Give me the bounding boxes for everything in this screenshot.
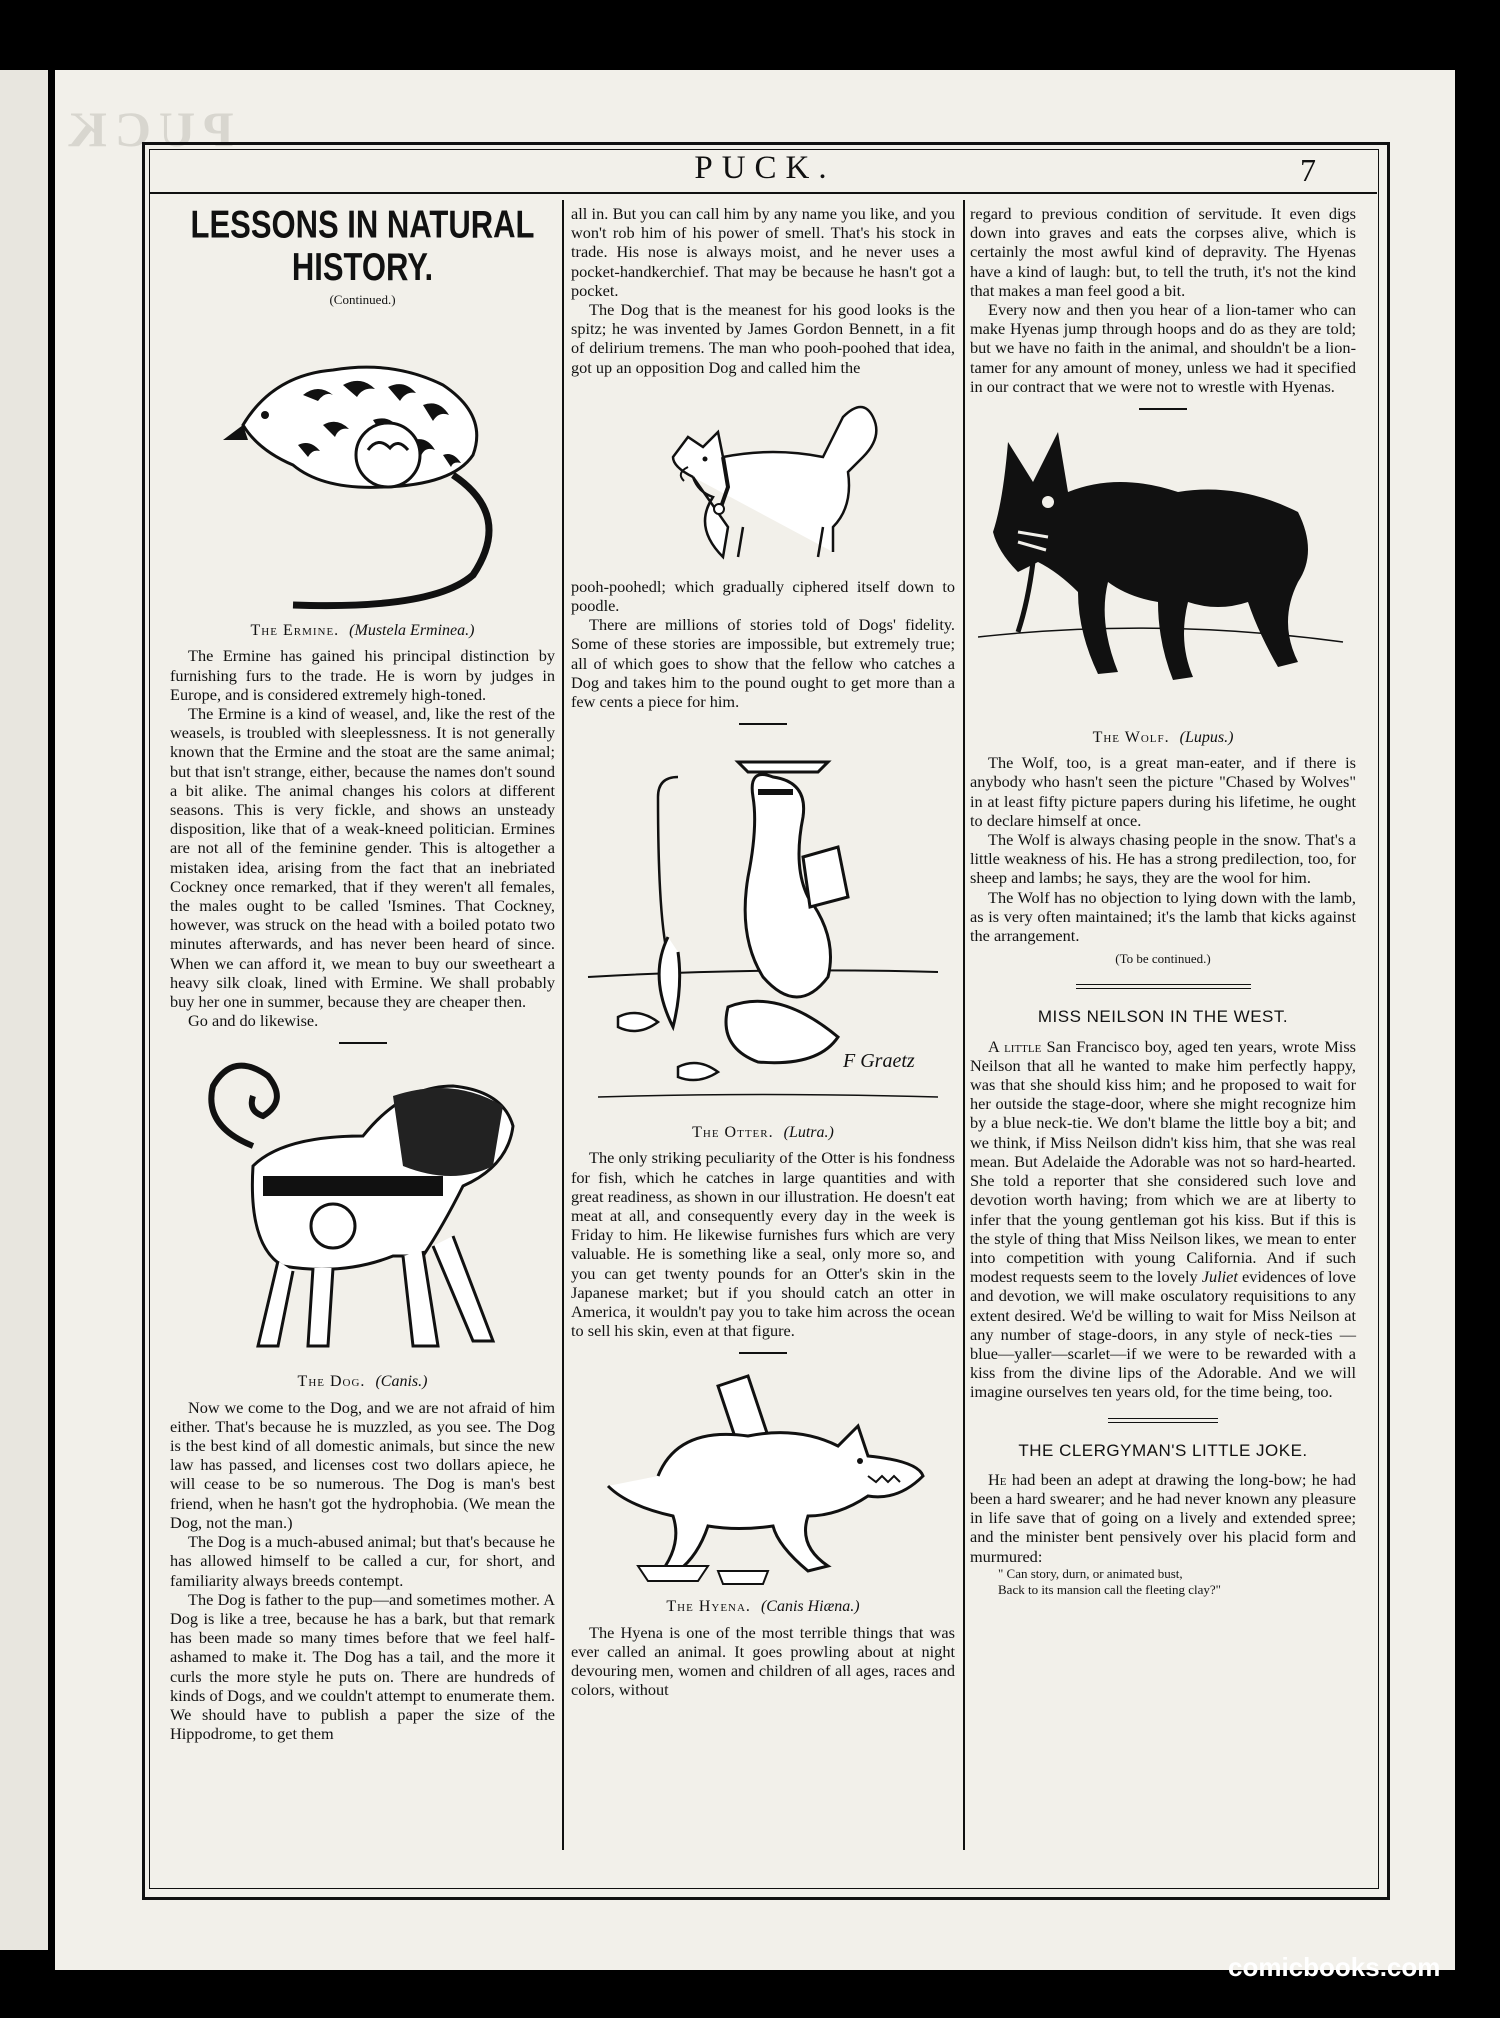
section-divider [739,1352,787,1354]
hyena-caption [571,1597,955,1616]
clergyman-body: had been an adept at drawing the long-bow; he had been a hard swearer; and he had never known any pleasure in life save that of going on a lively and extended spree; and the minister bent pensively over his placid form and murmured: [970,1469,1356,1566]
dog-paragraph: Now we come to the Dog, and we are not afraid of him either. That's because he is muzzled, as you see. The Dog is the best kind of all domestic animals, but since the new law has passed, and licenses cost two dollars apiece, he will cease to be so numerous. The Dog is man's best friend, when he hasn't got the hydrophobia. (We mean the Dog, not the man.) [170,1397,555,1532]
neilson-body-part-2: evidences of love and devotion, we will make osculatory requisitions to any extent desired. We'd be willing to wait for Miss Neilson at any number of stage-doors, in any style of neck-ties —blue—yaller—scarlet—if we were to be rewarded with a kiss from the divine lips of the Adorable. And we will imagine ourselves ten years old, for the time being, too. [970,1267,1356,1402]
hyena-illustration [598,1366,928,1591]
dog-illustration [193,1056,533,1366]
dog-paragraph: pooh-poohedl; which gradually ciphered itself down to poodle. [571,576,955,616]
clergyman-verse [998,1566,1356,1598]
column-3 [970,204,1356,1598]
wolf-caption-name: The Wolf. [1092,729,1170,747]
hyena-caption-name: The Hyena. [666,1598,751,1616]
hyena-paragraph: Every now and then you hear of a lion-tamer who can make Hyenas jump through hoops and do as they are told; but we have no faith in the animal, and shouldn't be a lion-tamer for any amount of money, unless we had it specified in our contract that we were not to wrestle with Hyenas. [970,300,1356,396]
dog-paragraph: The Dog is father to the pup—and sometimes mother. A Dog is like a tree, because he has a bark, but that remark has been made so many times before that we feel half-ashamed to make it. The Dog has a tail, and the more it curls the more style he puts on. There are hundreds of kinds of Dogs, and we couldn't attempt to enumerate them. We should have to publish a paper the size of the Hippodrome, to get them [170,1589,555,1744]
hyena-paragraph: regard to previous condition of servitude. It even digs down into graves and eats the corpses alive, which is certainly the most awful kind of depravity. The Hyenas have a kind of laugh: but, to tell the truth, it's not the kind that makes a man feel good a bit. [970,204,1356,300]
site-watermark: comicbooks.com [1228,1952,1441,1982]
section-divider [339,1042,387,1044]
neilson-title: MISS NEILSON IN THE WEST. [1037,1007,1289,1027]
neilson-juliet: Juliet [1201,1267,1238,1287]
clergyman-title: THE CLERGYMAN'S LITTLE JOKE. [1018,1440,1308,1460]
wolf-paragraph: The Wolf has no objection to lying down with the lamb, as is very often maintained; it's the lamb that kicks against the arrangement. [970,887,1356,946]
wolf-caption-latin: (Lupus.) [1179,729,1234,747]
ermine-paragraph: The Ermine has gained his principal distinction by furnishing furs to the trade. He is worn by judges in Europe, and is considered extremely high-toned. [170,646,555,704]
neilson-lead: A little [988,1036,1042,1056]
neilson-body-part-1: San Francisco boy, aged ten years, wrote Miss Neilson that all he wanted to make him perfectly happy, was that she should kiss him; and he proposed to wait for her outside the stage-door, where she might recognize him by a blue neck-tie. We don't blame the little boy a bit; and we think, if Miss Neilson didn't kiss him, that she was real mean. But Adelaide the Adorable was not so hard-hearted. She told a reporter that she considered such love and devotion worth having; from which we are at liberty to infer that the young gentleman got his kiss. But if this is the style of thing that Miss Neilson likes, we mean to enter into competition with young California. And if such modest requests seem to the lovely [970,1036,1356,1287]
otter-caption-name: The Otter. [692,1124,774,1142]
wolf-paragraph: The Wolf, too, is a great man-eater, and if there is anybody who hasn't seen the picture "Chased by Wolves" in at least fifty picture papers during his lifetime, he ought to declare himself at once. [970,753,1356,830]
hyena-caption-latin: (Canis Hiæna.) [760,1598,860,1616]
wolf-caption [970,728,1356,747]
dog-caption-name: The Dog. [297,1373,366,1391]
hyena-paragraph: The Hyena is one of the most terrible things that was ever called an animal. It goes prowling about at night devouring men, women and children of all ages, races and colors, without [571,1622,955,1700]
ermine-paragraph: Go and do likewise. [188,1011,319,1031]
ermine-illustration [203,315,523,615]
header-rule [149,192,1377,194]
show-through-masthead: PUCK [60,101,234,157]
to-be-continued: (To be continued.) [1115,951,1211,967]
masthead: PUCK. [694,150,836,186]
article-title: LESSONS IN NATURAL HISTORY. [190,202,535,289]
dog-caption [170,1372,555,1391]
facing-page-edge [0,70,48,1950]
otter-illustration [578,737,948,1117]
clergyman-lead: He [988,1469,1007,1489]
otter-caption [571,1123,955,1142]
column-rule-1 [562,200,564,1850]
wolf-illustration [978,422,1348,722]
section-divider [739,723,787,725]
dog-paragraph: all in. But you can call him by any name you like, and you won't rob him of his power of smell. That's his stock in trade. His nose is always moist, and he never uses a pocket-handkerchief. That may be because he hasn't got a pocket. [571,204,955,300]
verse-line: Back to its mansion call the fleeting clay?" [998,1581,1221,1597]
otter-caption-latin: (Lutra.) [783,1124,834,1142]
neilson-paragraph [970,1037,1356,1402]
article-divider [1108,1418,1218,1423]
verse-line: " Can story, durn, or animated bust, [998,1565,1183,1581]
section-divider [1139,408,1187,410]
column-1 [170,204,555,1743]
spitz-illustration [633,377,893,577]
wolf-paragraph: The Wolf is always chasing people in the snow. That's a little weakness of his. He has a strong predilection, too, for sheep and lambs; he says, they are the wool for him. [970,830,1356,888]
dog-paragraph: There are millions of stories told of Dogs' fidelity. Some of these stories are impossible, but extremely true; all of which goes to show that the fellow who catches a Dog and takes him to the pound ought to get more than a few cents a piece for him. [571,615,955,712]
page-number: 7 [1300,152,1316,188]
dog-paragraph: The Dog that is the meanest for his good looks is the spitz; he was invented by James Gordon Bennett, in a fit of delirium tremens. The man who pooh-poohed that idea, got up an opposition Dog and called him the [571,300,955,377]
ermine-caption-latin: (Mustela Erminea.) [349,622,475,640]
ermine-caption-name: The Ermine. [250,622,340,640]
ermine-caption [170,621,555,640]
column-rule-2 [963,200,965,1850]
column-2 [571,204,955,1700]
artist-signature: F Graetz [843,1050,915,1073]
clergyman-paragraph [970,1470,1356,1566]
article-divider [1076,984,1251,989]
ermine-paragraph: The Ermine is a kind of weasel, and, like the rest of the weasels, is troubled with sleeplessness. It is not generally known that the Ermine and the stoat are the same animal; but that isn't strange, either, because the names don't sound a bit alike. The animal changes his colors at different seasons. This is very fickle, and shows an unsteady disposition, like that of a weak-kneed politician. Ermines are not all of the feminine gender. This is altogether a mistaken idea, arising from the fact that an inebriated Cockney once remarked, that if they weren't all females, the males ought to be called 'Ismines. That Cockney, however, was struck on the head with a boiled potato two minutes afterwards, and has never been heard of since. When we can afford it, we mean to buy our sweetheart a heavy silk cloak, lined with Ermine. We shall probably buy her one in summer, because they are cheaper then. [170,704,555,1012]
otter-paragraph: The only striking peculiarity of the Otter is his fondness for fish, which he catches in large quantities and with great readiness, as shown in our illustration. He doesn't eat meat at all, and consequently every day in the week is Friday to him. He likewise furnishes furs which are very valuable. He is something like a seal, only more so, and you can get twenty pounds for an Otter's skin in the Japanese market; but if you should catch an otter in America, it wouldn't pay you to take him across the ocean to sell his skin, even at that figure. [571,1148,955,1341]
dog-paragraph: The Dog is a much-abused animal; but that's because he has allowed himself to be called a cur, for short, and familiarity always breeds contempt. [170,1532,555,1590]
dog-caption-latin: (Canis.) [375,1373,428,1391]
continued-note: (Continued.) [329,292,396,307]
